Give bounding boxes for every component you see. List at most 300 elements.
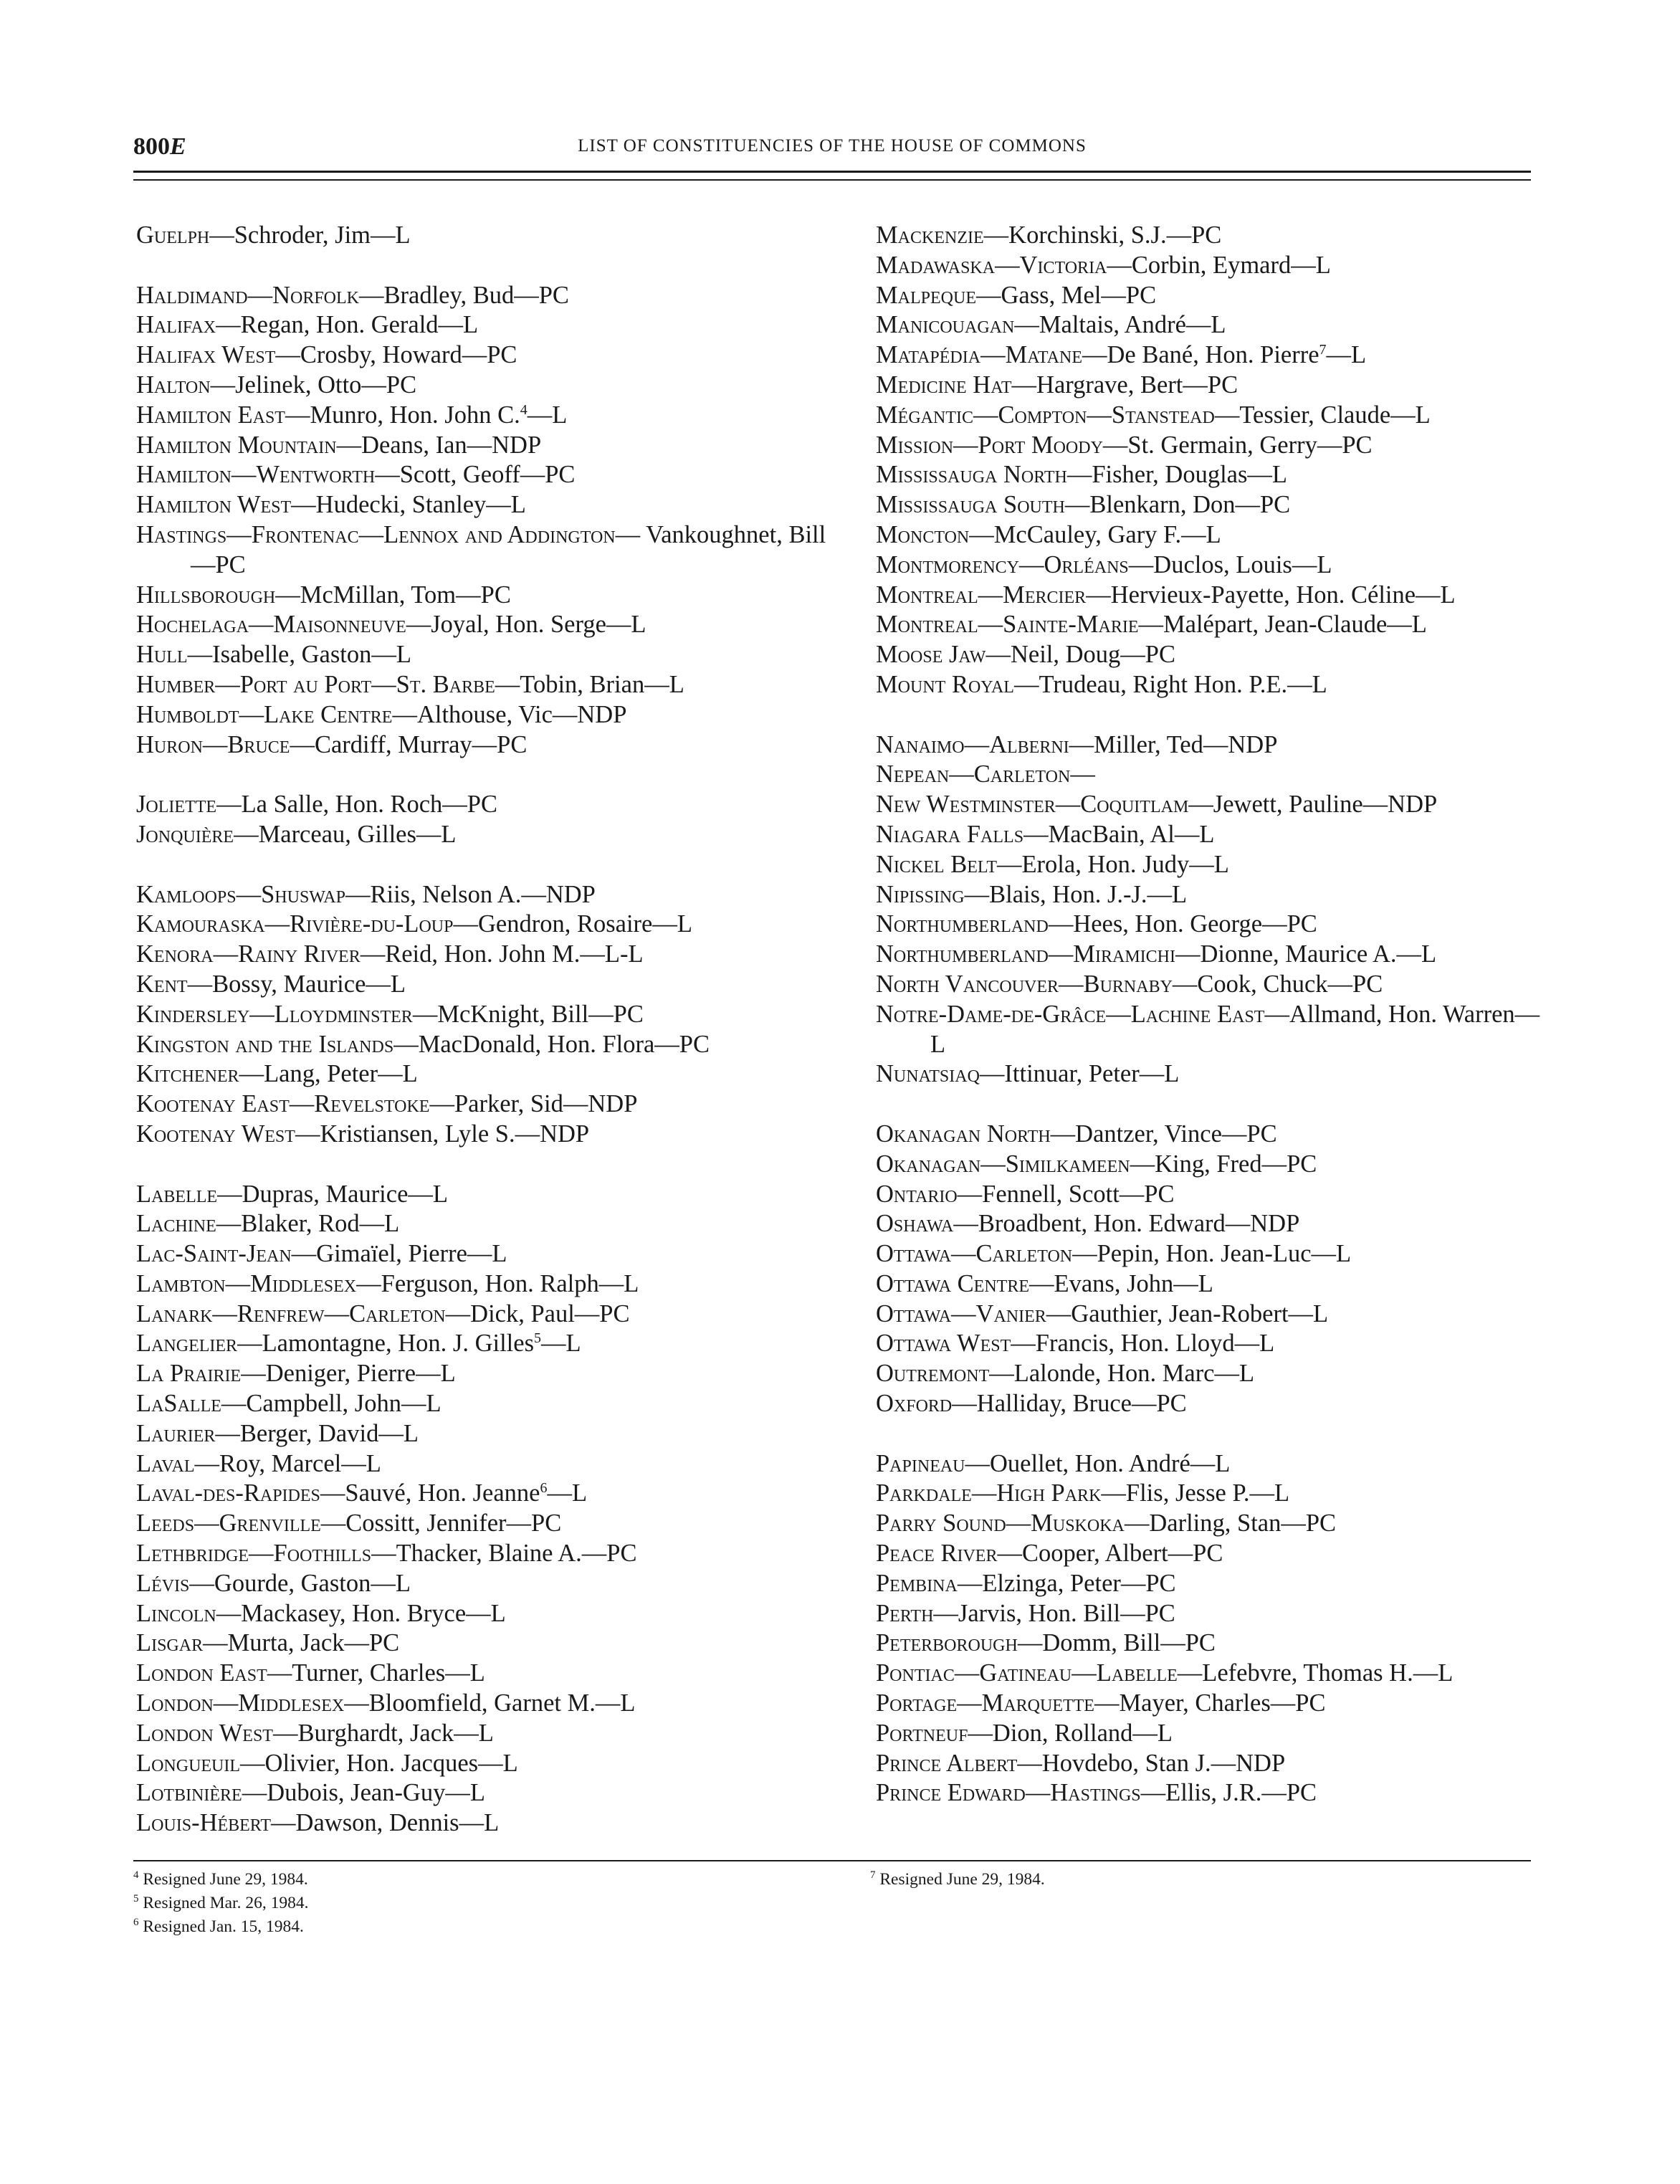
riding-name: Nepean—Carleton xyxy=(876,760,1071,788)
member-details: —Fennell, Scott—PC xyxy=(957,1180,1175,1208)
party-suffix: —L xyxy=(527,401,568,429)
member-details: —Dick, Paul—PC xyxy=(445,1300,630,1327)
riding-name: Laval xyxy=(136,1449,195,1477)
member-details: —MacDonald, Hon. Flora—PC xyxy=(393,1030,710,1058)
constituency-entry xyxy=(136,581,846,611)
riding-name: Parkdale—High Park xyxy=(876,1479,1102,1507)
member-details: —Dupras, Maurice—L xyxy=(217,1180,448,1208)
constituency-entry xyxy=(876,1180,1550,1210)
member-details: —Gauthier, Jean-Robert—L xyxy=(1046,1300,1329,1327)
member-details: —Mackasey, Hon. Bryce—L xyxy=(216,1599,506,1627)
member-details: —Malépart, Jean-Claude—L xyxy=(1138,611,1427,639)
riding-name: Oshawa xyxy=(876,1210,954,1238)
constituency-entry xyxy=(136,940,846,970)
member-details: —Gendron, Rosaire—L xyxy=(453,910,692,938)
constituency-entry xyxy=(136,371,846,401)
riding-name: Moncton xyxy=(876,520,970,548)
riding-name: Niagara Falls xyxy=(876,820,1024,848)
member-details: —Pepin, Hon. Jean-Luc—L xyxy=(1072,1240,1352,1268)
constituency-entry xyxy=(136,1359,846,1389)
constituency-entry xyxy=(136,1629,846,1659)
riding-name: Kenora—Rainy River xyxy=(136,940,361,968)
constituency-entry xyxy=(136,1509,846,1539)
constituency-entry xyxy=(876,640,1550,670)
riding-name: Nunatsiaq xyxy=(876,1060,980,1088)
constituency-entry xyxy=(136,880,846,910)
member-details: —Jelinek, Otto—PC xyxy=(210,371,417,399)
footnote-text: Resigned Mar. 26, 1984. xyxy=(143,1894,309,1912)
member-details: —King, Fred—PC xyxy=(1130,1150,1317,1178)
riding-name: Laurier xyxy=(136,1419,216,1447)
member-details: —La Salle, Hon. Roch—PC xyxy=(216,791,497,819)
member-details: —Tessier, Claude—L xyxy=(1214,401,1431,429)
riding-name: New Westminster—Coquitlam xyxy=(876,791,1189,819)
constituency-entry xyxy=(136,700,846,730)
riding-name: Humber—Port au Port—St. Barbe xyxy=(136,670,495,698)
member-details: —Francis, Hon. Lloyd—L xyxy=(1011,1330,1275,1358)
member-details: —Turner, Charles—L xyxy=(267,1659,485,1687)
footnote-number: 4 xyxy=(133,1869,139,1881)
constituency-entry xyxy=(876,1209,1550,1239)
member-details: —Flis, Jesse P.—L xyxy=(1101,1479,1290,1507)
constituency-entry xyxy=(876,340,1550,371)
constituency-entry xyxy=(876,1059,1550,1089)
member-details: —Corbin, Eymard—L xyxy=(1107,251,1331,279)
riding-name: Montreal—Mercier xyxy=(876,581,1087,609)
constituency-entry xyxy=(876,1689,1550,1719)
member-details: —Dubois, Jean-Guy—L xyxy=(242,1779,485,1807)
member-details: —Dawson, Dennis—L xyxy=(271,1809,500,1837)
constituency-entry xyxy=(876,1749,1550,1779)
member-details: —Cook, Chuck—PC xyxy=(1172,970,1383,998)
member-details: —Dantzer, Vince—PC xyxy=(1050,1120,1277,1148)
member-details: —Murta, Jack—PC xyxy=(203,1629,400,1657)
party-suffix: —L xyxy=(1326,341,1367,369)
member-details: —Roy, Marcel—L xyxy=(194,1449,381,1477)
riding-name: Mackenzie xyxy=(876,221,984,249)
member-details: —Ferguson, Hon. Ralph—L xyxy=(356,1269,639,1297)
constituency-entry xyxy=(876,1659,1550,1689)
riding-name: Halton xyxy=(136,371,211,399)
riding-name: London—Middlesex xyxy=(136,1689,345,1717)
member-details: —Lalonde, Hon. Marc—L xyxy=(989,1360,1255,1388)
member-details: —MacBain, Al—L xyxy=(1023,820,1215,848)
party-suffix: —L xyxy=(547,1479,588,1507)
constituency-entry xyxy=(136,970,846,1000)
constituency-entry xyxy=(876,1120,1550,1150)
riding-name: LaSalle xyxy=(136,1390,221,1418)
riding-name: Portneuf xyxy=(876,1719,968,1747)
member-details: —Campbell, John—L xyxy=(221,1390,442,1418)
section-gap xyxy=(876,700,1550,730)
riding-name: Nipissing xyxy=(876,880,965,908)
riding-name: Madawaska—Victoria xyxy=(876,251,1107,279)
constituency-entry xyxy=(876,1239,1550,1269)
member-details: —Joyal, Hon. Serge—L xyxy=(406,611,646,639)
constituency-entry xyxy=(876,670,1550,700)
constituency-entry xyxy=(136,1659,846,1689)
member-details: — Vankoughnet, Bill—PC xyxy=(191,520,826,578)
riding-name: Manicouagan xyxy=(876,311,1015,339)
riding-name: Ontario xyxy=(876,1180,958,1208)
riding-name: Humboldt—Lake Centre xyxy=(136,700,393,728)
riding-name: Peterborough xyxy=(876,1629,1018,1657)
constituency-entry xyxy=(136,1180,846,1210)
member-details: —Sauvé, Hon. Jeanne xyxy=(320,1479,540,1507)
riding-name: Ottawa West xyxy=(876,1330,1011,1358)
constituency-entry xyxy=(136,1808,846,1839)
constituency-entry xyxy=(136,1059,846,1089)
header-rule xyxy=(133,171,1531,173)
riding-name: Papineau xyxy=(876,1449,965,1477)
member-details: —Darling, Stan—PC xyxy=(1124,1510,1337,1537)
riding-name: Notre-Dame-de-Grâce—Lachine East xyxy=(876,1000,1265,1028)
riding-name: Ottawa—Vanier xyxy=(876,1300,1046,1327)
riding-name: Lisgar xyxy=(136,1629,204,1657)
riding-name: Perth xyxy=(876,1599,934,1627)
riding-name: Lachine xyxy=(136,1210,216,1238)
riding-name: Ottawa—Carleton xyxy=(876,1240,1073,1268)
constituency-entry xyxy=(876,1300,1550,1330)
member-details: —McMillan, Tom—PC xyxy=(275,581,511,609)
constituency-entry xyxy=(876,1449,1550,1479)
constituency-entry xyxy=(136,401,846,431)
constituency-entry xyxy=(136,1300,846,1330)
constituency-entry xyxy=(876,1150,1550,1180)
riding-name: Hamilton East xyxy=(136,401,285,429)
constituency-entry xyxy=(136,1778,846,1808)
riding-name: Okanagan North xyxy=(876,1120,1051,1148)
member-details: —Mayer, Charles—PC xyxy=(1094,1689,1326,1717)
constituency-entry xyxy=(876,221,1550,251)
page-header xyxy=(133,133,1531,162)
constituency-entry xyxy=(876,820,1550,850)
member-details: —Gass, Mel—PC xyxy=(976,281,1157,309)
constituency-entry xyxy=(136,1089,846,1120)
constituency-entry xyxy=(876,1000,1550,1060)
constituency-entry xyxy=(876,550,1550,581)
riding-name: Lac-Saint-Jean xyxy=(136,1240,292,1268)
constituency-entry xyxy=(136,281,846,311)
footnote-ref: 4 xyxy=(520,401,528,418)
member-details: —Hudecki, Stanley—L xyxy=(291,491,526,519)
riding-name: Jonquière xyxy=(136,820,234,848)
constituency-entry xyxy=(876,1269,1550,1300)
riding-name: Outremont xyxy=(876,1360,990,1388)
riding-name: North Vancouver—Burnaby xyxy=(876,970,1173,998)
constituency-entry xyxy=(136,790,846,820)
riding-name: Mégantic—Compton—Stanstead xyxy=(876,401,1215,429)
constituency-entry xyxy=(136,1539,846,1569)
section-gap xyxy=(136,1150,846,1180)
constituency-entry xyxy=(876,760,1550,790)
constituency-entry xyxy=(876,310,1550,340)
member-details: —Evans, John—L xyxy=(1029,1269,1213,1297)
constituency-entry xyxy=(876,1329,1550,1359)
member-details: —McKnight, Bill—PC xyxy=(412,1000,644,1028)
constituency-entry xyxy=(136,1599,846,1629)
member-details: —Lamontagne, Hon. J. Gilles xyxy=(237,1330,534,1358)
riding-name: Halifax xyxy=(136,311,216,339)
footnote-text: Resigned June 29, 1984. xyxy=(879,1870,1045,1889)
constituency-entry xyxy=(136,1479,846,1509)
riding-name: Kitchener xyxy=(136,1060,239,1088)
riding-name: Mississauga South xyxy=(876,491,1065,519)
member-details: —McCauley, Gary F.—L xyxy=(969,520,1221,548)
member-details: —Schroder, Jim—L xyxy=(209,221,411,249)
constituency-entry xyxy=(136,1569,846,1599)
party-suffix: —L xyxy=(541,1330,581,1358)
member-details: —Olivier, Hon. Jacques—L xyxy=(240,1749,518,1777)
constituency-entry xyxy=(876,850,1550,880)
member-details: — xyxy=(1070,760,1095,788)
riding-name: Hochelaga—Maisonneuve xyxy=(136,611,406,639)
riding-name: Northumberland—Miramichi xyxy=(876,940,1175,968)
footnote-ref: 7 xyxy=(1319,342,1327,358)
constituency-entry xyxy=(876,371,1550,401)
constituency-entry xyxy=(136,1030,846,1060)
constituency-entry xyxy=(136,1389,846,1419)
member-details: —Bloomfield, Garnet M.—L xyxy=(344,1689,636,1717)
riding-name: Portage—Marquette xyxy=(876,1689,1094,1717)
riding-name: Hamilton West xyxy=(136,491,292,519)
constituency-entry xyxy=(136,520,846,581)
riding-name: Kamouraska—Rivière-du-Loup xyxy=(136,910,454,938)
member-details: —St. Germain, Gerry—PC xyxy=(1102,431,1373,459)
riding-name: Kamloops—Shuswap xyxy=(136,880,345,908)
member-details: —Ouellet, Hon. André—L xyxy=(965,1449,1231,1477)
constituency-entry xyxy=(876,1539,1550,1569)
riding-name: Huron—Bruce xyxy=(136,730,290,758)
constituency-entry xyxy=(876,460,1550,490)
constituency-entry xyxy=(136,1749,846,1779)
riding-name: Northumberland xyxy=(876,910,1049,938)
constituency-entry xyxy=(876,1359,1550,1389)
member-details: —Cooper, Albert—PC xyxy=(997,1540,1223,1568)
footnote xyxy=(870,1868,1045,1892)
riding-name: Mississauga North xyxy=(876,461,1067,489)
riding-name: London West xyxy=(136,1719,273,1747)
member-details: —Parker, Sid—NDP xyxy=(429,1090,638,1118)
riding-name: Hull xyxy=(136,641,188,669)
constituency-entry xyxy=(136,730,846,760)
riding-name: Okanagan—Similkameen xyxy=(876,1150,1130,1178)
member-details: —Bradley, Bud—PC xyxy=(359,281,569,309)
constituency-entry xyxy=(136,340,846,371)
footnote xyxy=(133,1868,308,1892)
constituency-entry xyxy=(876,431,1550,461)
member-details: —Blenkarn, Don—PC xyxy=(1064,491,1291,519)
riding-name: Prince Albert xyxy=(876,1749,1018,1777)
member-details: —Neil, Doug—PC xyxy=(985,641,1175,669)
member-details: —Berger, David—L xyxy=(215,1419,419,1447)
riding-name: Lincoln xyxy=(136,1599,216,1627)
footnote-rule xyxy=(133,1860,1531,1861)
member-details: —Elzinga, Peter—PC xyxy=(957,1569,1176,1597)
riding-name: Laval-des-Rapides xyxy=(136,1479,320,1507)
constituency-entry xyxy=(136,910,846,940)
member-details: —Korchinski, S.J.—PC xyxy=(983,221,1222,249)
member-details: —Munro, Hon. John C. xyxy=(285,401,520,429)
constituency-entry xyxy=(876,1778,1550,1808)
constituency-entry xyxy=(876,1569,1550,1599)
riding-name: Malpeque xyxy=(876,281,977,309)
member-details: —De Bané, Hon. Pierre xyxy=(1082,341,1319,369)
constituency-entry xyxy=(876,1719,1550,1749)
page-number-suffix: E xyxy=(170,133,186,160)
riding-name: Joliette xyxy=(136,791,217,819)
member-details: —Ellis, J.R.—PC xyxy=(1140,1779,1317,1807)
footnote-ref: 6 xyxy=(540,1480,548,1497)
member-details: —Hovdebo, Stan J.—NDP xyxy=(1017,1749,1286,1777)
section-gap xyxy=(136,850,846,880)
riding-name: Kingston and the Islands xyxy=(136,1030,394,1058)
riding-name: Kootenay West xyxy=(136,1120,295,1148)
riding-name: Langelier xyxy=(136,1330,238,1358)
constituency-entry xyxy=(876,490,1550,520)
member-details: —Lang, Peter—L xyxy=(239,1060,418,1088)
riding-name: Louis-Hébert xyxy=(136,1809,272,1837)
member-details: —Halliday, Bruce—PC xyxy=(952,1390,1187,1418)
section-gap xyxy=(876,1089,1550,1120)
member-details: —Blaker, Rod—L xyxy=(216,1210,400,1238)
constituency-entry xyxy=(136,1120,846,1150)
constituency-entry xyxy=(136,1449,846,1479)
footnote-text: Resigned June 29, 1984. xyxy=(143,1870,308,1889)
constituency-entry xyxy=(876,520,1550,550)
riding-name: Hamilton Mountain xyxy=(136,431,337,459)
riding-name: Nickel Belt xyxy=(876,850,997,878)
page-number: 800E xyxy=(133,133,186,160)
member-details: —Erola, Hon. Judy—L xyxy=(996,850,1229,878)
section-gap xyxy=(876,1419,1550,1449)
constituency-entry xyxy=(136,1239,846,1269)
constituency-entry xyxy=(876,281,1550,311)
riding-name: Peace River xyxy=(876,1540,998,1568)
member-details: —Maltais, André—L xyxy=(1014,311,1226,339)
constituency-entry xyxy=(136,431,846,461)
member-details: —Hargrave, Bert—PC xyxy=(1011,371,1238,399)
constituency-entry xyxy=(876,1479,1550,1509)
constituency-entry xyxy=(876,880,1550,910)
member-details: —Fisher, Douglas—L xyxy=(1066,461,1287,489)
member-details: —Duclos, Louis—L xyxy=(1128,550,1332,578)
riding-name: Hillsborough xyxy=(136,581,276,609)
member-details: —Allmand, Hon. Warren—L xyxy=(930,1000,1540,1058)
constituency-entry xyxy=(876,1599,1550,1629)
riding-name: Parry Sound—Muskoka xyxy=(876,1510,1125,1537)
riding-name: Ottawa Centre xyxy=(876,1269,1030,1297)
riding-name: Lanark—Renfrew—Carleton xyxy=(136,1300,446,1327)
member-details: —Ittinuar, Peter—L xyxy=(979,1060,1180,1088)
riding-name: Mount Royal xyxy=(876,670,1014,698)
member-details: —Hervieux-Payette, Hon. Céline—L xyxy=(1086,581,1456,609)
riding-name: Oxford xyxy=(876,1390,953,1418)
riding-name: Kindersley—Lloydminster xyxy=(136,1000,413,1028)
footnote xyxy=(133,1892,308,1915)
member-details: —Tobin, Brian—L xyxy=(495,670,684,698)
constituency-entry xyxy=(876,970,1550,1000)
member-details: —Gimaïel, Pierre—L xyxy=(291,1240,507,1268)
member-details: —Thacker, Blaine A.—PC xyxy=(371,1540,637,1568)
member-details: —Jewett, Pauline—NDP xyxy=(1188,791,1438,819)
constituency-entry xyxy=(136,221,846,251)
member-details: —Broadbent, Hon. Edward—NDP xyxy=(953,1210,1300,1238)
riding-name: Longueuil xyxy=(136,1749,241,1777)
left-column xyxy=(136,221,846,1839)
member-details: —Isabelle, Gaston—L xyxy=(187,641,411,669)
constituency-entry xyxy=(876,790,1550,820)
member-details: —Deniger, Pierre—L xyxy=(241,1360,456,1388)
riding-name: Mission—Port Moody xyxy=(876,431,1103,459)
member-details: —Trudeau, Right Hon. P.E.—L xyxy=(1013,670,1327,698)
footnote-ref: 5 xyxy=(534,1330,541,1347)
constituency-entry xyxy=(136,490,846,520)
riding-name: Hamilton—Wentworth xyxy=(136,461,376,489)
member-details: —Domm, Bill—PC xyxy=(1017,1629,1216,1657)
riding-name: Hastings—Frontenac—Lennox and Addington xyxy=(136,520,616,548)
riding-name: Pontiac—Gatineau—Labelle xyxy=(876,1659,1178,1687)
constituency-entry xyxy=(876,1389,1550,1419)
member-details: —Blais, Hon. J.-J.—L xyxy=(964,880,1188,908)
constituency-entry xyxy=(876,251,1550,281)
riding-name: Guelph xyxy=(136,221,210,249)
section-gap xyxy=(136,760,846,790)
constituency-entry xyxy=(136,1719,846,1749)
riding-name: Lethbridge—Foothills xyxy=(136,1540,372,1568)
constituency-entry xyxy=(876,401,1550,431)
constituency-entry xyxy=(136,1419,846,1449)
riding-name: London East xyxy=(136,1659,267,1687)
constituency-entry xyxy=(136,610,846,640)
member-details: —Bossy, Maurice—L xyxy=(187,970,406,998)
riding-name: Lotbinière xyxy=(136,1779,242,1807)
constituency-entry xyxy=(876,940,1550,970)
riding-name: Nanaimo—Alberni xyxy=(876,730,1069,758)
member-details: —Cardiff, Murray—PC xyxy=(290,730,528,758)
footnote-number: 6 xyxy=(133,1917,139,1928)
footnote xyxy=(133,1915,308,1939)
member-details: —Dion, Rolland—L xyxy=(968,1719,1173,1747)
footnotes-left xyxy=(133,1868,308,1939)
riding-name: Labelle xyxy=(136,1180,218,1208)
riding-name: La Prairie xyxy=(136,1360,242,1388)
member-details: —Jarvis, Hon. Bill—PC xyxy=(933,1599,1175,1627)
riding-name: Lambton—Middlesex xyxy=(136,1269,357,1297)
constituency-entry xyxy=(136,670,846,700)
footnote-number: 7 xyxy=(870,1869,876,1881)
constituency-entry xyxy=(136,1209,846,1239)
member-details: —Reid, Hon. John M.—L-L xyxy=(360,940,644,968)
footnote-text: Resigned Jan. 15, 1984. xyxy=(143,1917,304,1936)
constituency-entry xyxy=(876,581,1550,611)
constituency-entry xyxy=(136,460,846,490)
member-details: —Deans, Ian—NDP xyxy=(336,431,542,459)
section-gap xyxy=(136,251,846,281)
riding-name: Matapédia—Matane xyxy=(876,341,1082,369)
riding-name: Kootenay East—Revelstoke xyxy=(136,1090,430,1118)
constituency-entry xyxy=(136,1689,846,1719)
constituency-entry xyxy=(136,310,846,340)
member-details: —Crosby, Howard—PC xyxy=(275,341,517,369)
member-details: —Miller, Ted—NDP xyxy=(1069,730,1278,758)
riding-name: Halifax West xyxy=(136,341,276,369)
member-details: —Lefebvre, Thomas H.—L xyxy=(1177,1659,1454,1687)
member-details: —Hees, Hon. George—PC xyxy=(1048,910,1317,938)
header-rule xyxy=(133,179,1531,181)
right-column xyxy=(876,221,1550,1808)
member-details: —Scott, Geoff—PC xyxy=(375,461,576,489)
